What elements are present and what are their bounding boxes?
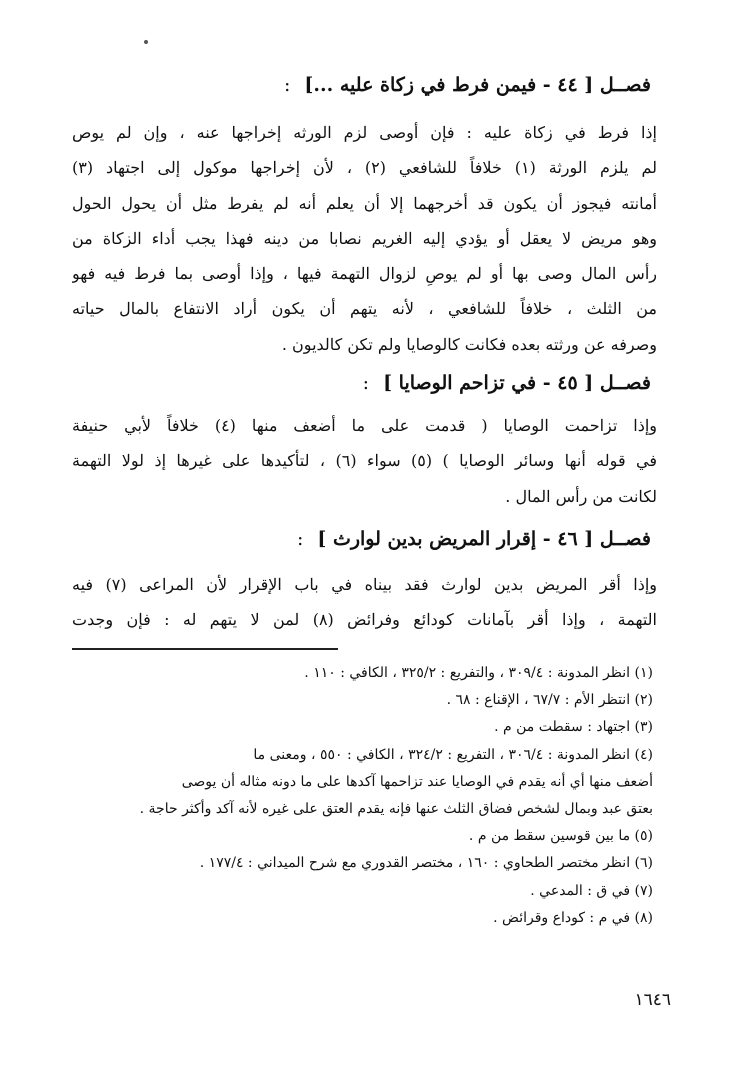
footnote: (٥) ما بين قوسين سقط من م . — [468, 828, 653, 845]
paragraph-line: وهو مريض لا يعقل أو يؤدي إليه الغريم نصابا من دينه فهذا يجب أداء الزكاة من — [72, 228, 657, 248]
paragraph-line: أمانته فيجوز أن يكون قد أخرجهما إلا أن يعلم أنه لم يفرط مثل أن يحول الحول — [72, 193, 657, 213]
footnote: (٨) في م : كوداع وقرائض . — [493, 909, 653, 926]
paragraph-line: وإذا تزاحمت الوصايا ( قدمت على ما أضعف منها (٤) خلافاً لأبي حنيفة — [72, 416, 657, 435]
heading-text: فصــل [ ٤٥ - في تزاحم الوصايا ] — [383, 372, 651, 394]
footnote: (٧) في ق : المدعي . — [530, 882, 653, 899]
heading-colon: : — [284, 74, 291, 96]
footnote: (١) انظر المدونة : ٣٠٩/٤ ، والتفريع : ٣٢٥/٢ ، الكافي : ١١٠ . — [304, 665, 653, 681]
footnote: (٦) انظر مختصر الطحاوي : ١٦٠ ، مختصر القدوري مع شرح الميداني : ١٧٧/٤ . — [199, 855, 653, 872]
heading-colon: : — [296, 528, 304, 550]
section-44-body — [72, 115, 657, 362]
paragraph-line: لكانت من رأس المال . — [505, 486, 657, 506]
paragraph-line: التهمة ، وإذا أقر بآمانات كودائع وفرائض (٨) لمن لا يتهم له : فإن وجدت — [72, 610, 657, 630]
footnote: بعتق عبد وبمال لشخص فضاق الثلث عنها فإنه يقدم العتق على غيره لأنه آكد وأكثر حاجة . — [139, 801, 653, 818]
heading-text: فصــل [ ٤٦ - إقرار المريض بدين لوارث ] — [317, 528, 651, 550]
heading-colon: : — [362, 372, 370, 394]
paragraph-line: إذا فرط في زكاة عليه : فإن أوصى لزم الورثه إخراجها عنه ، وإن لم يوص — [72, 123, 657, 142]
footnote: أضعف منها أي أنه يقدم في الوصايا عند تزاحمها آكدها على ما دونه مثاله أن يوصى — [181, 773, 653, 790]
footnote: (٤) انظر المدونة : ٣٠٦/٤ ، التفريع : ٣٢٤/٢ ، الكافي : ٥٥٠ ، ومعنى ما — [253, 746, 653, 763]
paragraph-line: رأس المال وصى بها أو لم يوصِ لزوال التهمة فيها ، وإذا أوصى بما فرط فيه فهو — [72, 264, 657, 284]
paragraph-line: من الثلث ، خلافاً للشافعي ، لأنه يتهم أن يكون أراد الانتفاع بالمال حياته — [72, 299, 657, 319]
footnote: (٣) اجتهاد : سقطت من م . — [494, 719, 653, 736]
section-heading-44 — [284, 70, 651, 100]
section-heading-45 — [363, 368, 651, 398]
section-46-body — [72, 567, 657, 638]
footnote-divider — [72, 648, 338, 650]
section-heading-46 — [297, 524, 651, 554]
section-45-body — [72, 408, 657, 514]
paragraph-line: وإذا أقر المريض بدين لوارث فقد بيناه في باب الإقرار لأن المراعى (٧) فيه — [72, 575, 657, 594]
footnotes — [72, 660, 653, 932]
paragraph-line: في قوله أنها وسائر الوصايا ) (٥) سواء (٦) ، لتأكيدها على غيرها إذ لولا التهمة — [72, 451, 657, 471]
footnote: (٢) انتظر الأم : ٦٧/٧ ، الإقناع : ٦٨ . — [446, 692, 653, 709]
heading-text: فصــل [ ٤٤ - فيمن فرط في زكاة عليه ...] — [304, 74, 651, 96]
paragraph-line: وصرفه عن ورثته بعده فكانت كالوصايا ولم تكن كالديون . — [281, 334, 657, 354]
paragraph-line: لم يلزم الورثة (١) خلافاً للشافعي (٢) ، لأن إخراجها موكول إلى اجتهاد (٣) — [72, 158, 657, 178]
ink-speck — [143, 39, 148, 44]
page-number: ١٦٤٦ — [634, 990, 671, 1010]
